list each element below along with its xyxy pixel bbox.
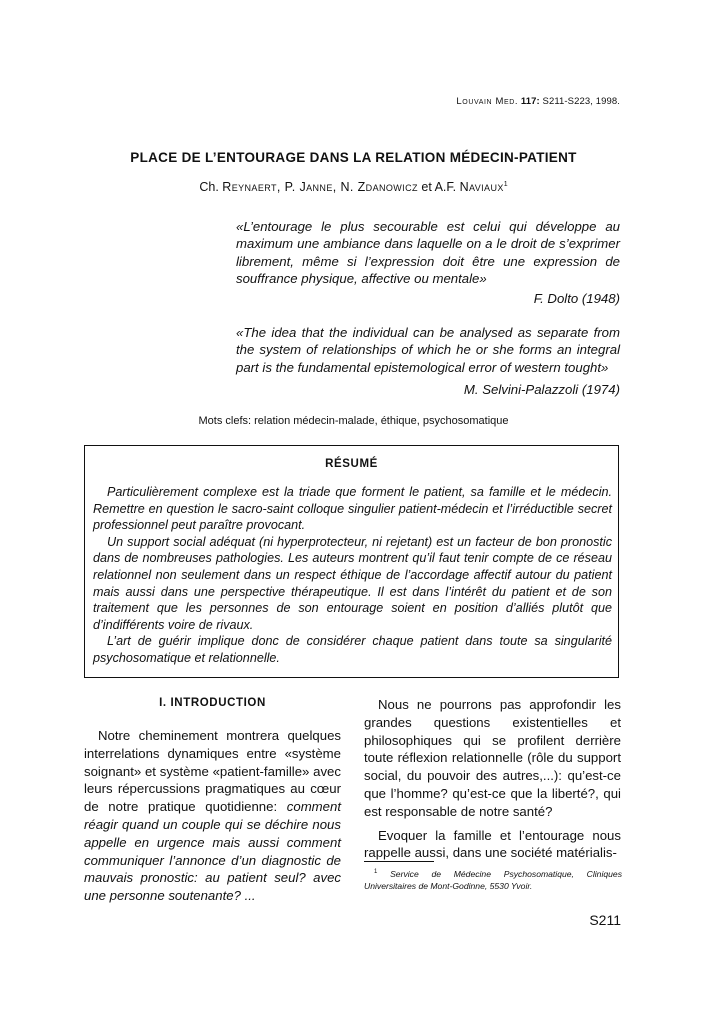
author-note-marker: 1 bbox=[503, 180, 508, 188]
authors-last: Naviaux bbox=[459, 180, 504, 194]
journal-volume: 117: bbox=[520, 96, 540, 107]
resume-paragraph: L’art de guérir implique donc de considérer chaque patient dans toute sa singularité psychosomatique et relationnelle. bbox=[93, 634, 612, 665]
resume-paragraph: Particulièrement complexe est la triade que forment le patient, sa famille et le médecin. Remettre en question le sacro-saint colloque singulier patient-médecin et l’irréductible secret professionnel peut paraître provocant. bbox=[93, 485, 612, 533]
right-paragraph-2: Evoquer la famille et l’entourage nous rappelle aussi, dans une société matérialis- bbox=[364, 827, 621, 861]
journal-name: Louvain Med. bbox=[456, 96, 519, 107]
authors-prefix: Ch. bbox=[199, 180, 223, 194]
right-paragraph-1: Nous ne pourrons pas approfondir les grandes questions existentielles et philosophiques qui se profilent derrière toute réflexion relationnelle (rôle du support social, du pouvoir des autres,...): qu’est-ce que l’homme? qu’est-ce que la liberté?, qui est responsable de notre santé? bbox=[364, 697, 621, 819]
journal-citation bbox=[456, 96, 620, 107]
left-column bbox=[84, 727, 341, 905]
epigraph-selvini-attribution: M. Selvini-Palazzoli (1974) bbox=[463, 382, 620, 397]
page-number: S211 bbox=[589, 912, 621, 928]
keywords: Mots clefs: relation médecin-malade, éthique, psychosomatique bbox=[198, 415, 509, 427]
resume-box bbox=[84, 445, 619, 678]
article-authors bbox=[0, 180, 707, 194]
intro-text-italic: comment réagir quand un couple qui se déchire nous appelle en urgence mais aussi comment communiquer l’annonce d’un diagnostic de mauvais pronostic: au patient seul? avec une personne soutenante? ... bbox=[84, 799, 341, 904]
epigraph-dolto: «L’entourage le plus secourable est celui qui développe au maximum une ambiance dans laquelle on a le droit de s’exprimer librement, même si l’expression doit être une expression de souffrance physique, affective ou mentale» bbox=[236, 219, 620, 286]
authors-and: et A.F. bbox=[417, 180, 460, 194]
footnote-text: Service de Médecine Psychosomatique, Cliniques Universitaires de Mont-Godinne, 5530 Yvoir. bbox=[364, 868, 622, 892]
footnote bbox=[364, 866, 622, 893]
resume-paragraph: Un support social adéquat (ni hyperprotecteur, ni rejetant) est un facteur de bon pronostic dans de nombreuses pathologies. Les auteurs montrent qu’il faut tenir compte de ce réseau relationnel non seulement dans un respect éthique de l’accordage affectif autour du patient mais aussi dans une perspective thérapeutique. Il est dans l’intérêt du patient et de son traitement que les personnes de son entourage soient en position d’alliés plutôt que d’indifférents voire de rivaux. bbox=[93, 534, 612, 632]
article-title: PLACE DE L’ENTOURAGE DANS LA RELATION MÉDECIN-PATIENT bbox=[130, 150, 577, 165]
right-column bbox=[364, 696, 621, 862]
introduction-heading: I. INTRODUCTION bbox=[159, 697, 266, 709]
authors-list: Reynaert, P. Janne, N. Zdanowicz bbox=[222, 180, 418, 194]
intro-paragraph bbox=[84, 727, 341, 905]
epigraph-selvini: «The idea that the individual can be analysed as separate from the system of relationships of which he or she forms an integral part is the fundamental epistemological error of western tought» bbox=[236, 325, 620, 375]
resume-heading: RÉSUMÉ bbox=[325, 458, 378, 470]
footnote-marker: 1 bbox=[374, 869, 378, 875]
resume-body bbox=[93, 484, 612, 667]
journal-pages-year: S211-S223, 1998. bbox=[542, 96, 620, 107]
epigraph-dolto-attribution: F. Dolto (1948) bbox=[533, 291, 620, 306]
footnote-rule bbox=[364, 861, 434, 862]
intro-text-roman: Notre cheminement montrera quelques interrelations dynamiques entre «système soignant» et système «patient-famille» avec leurs répercussions pragmatiques au cœur de notre pratique quotidienne: bbox=[84, 728, 341, 815]
